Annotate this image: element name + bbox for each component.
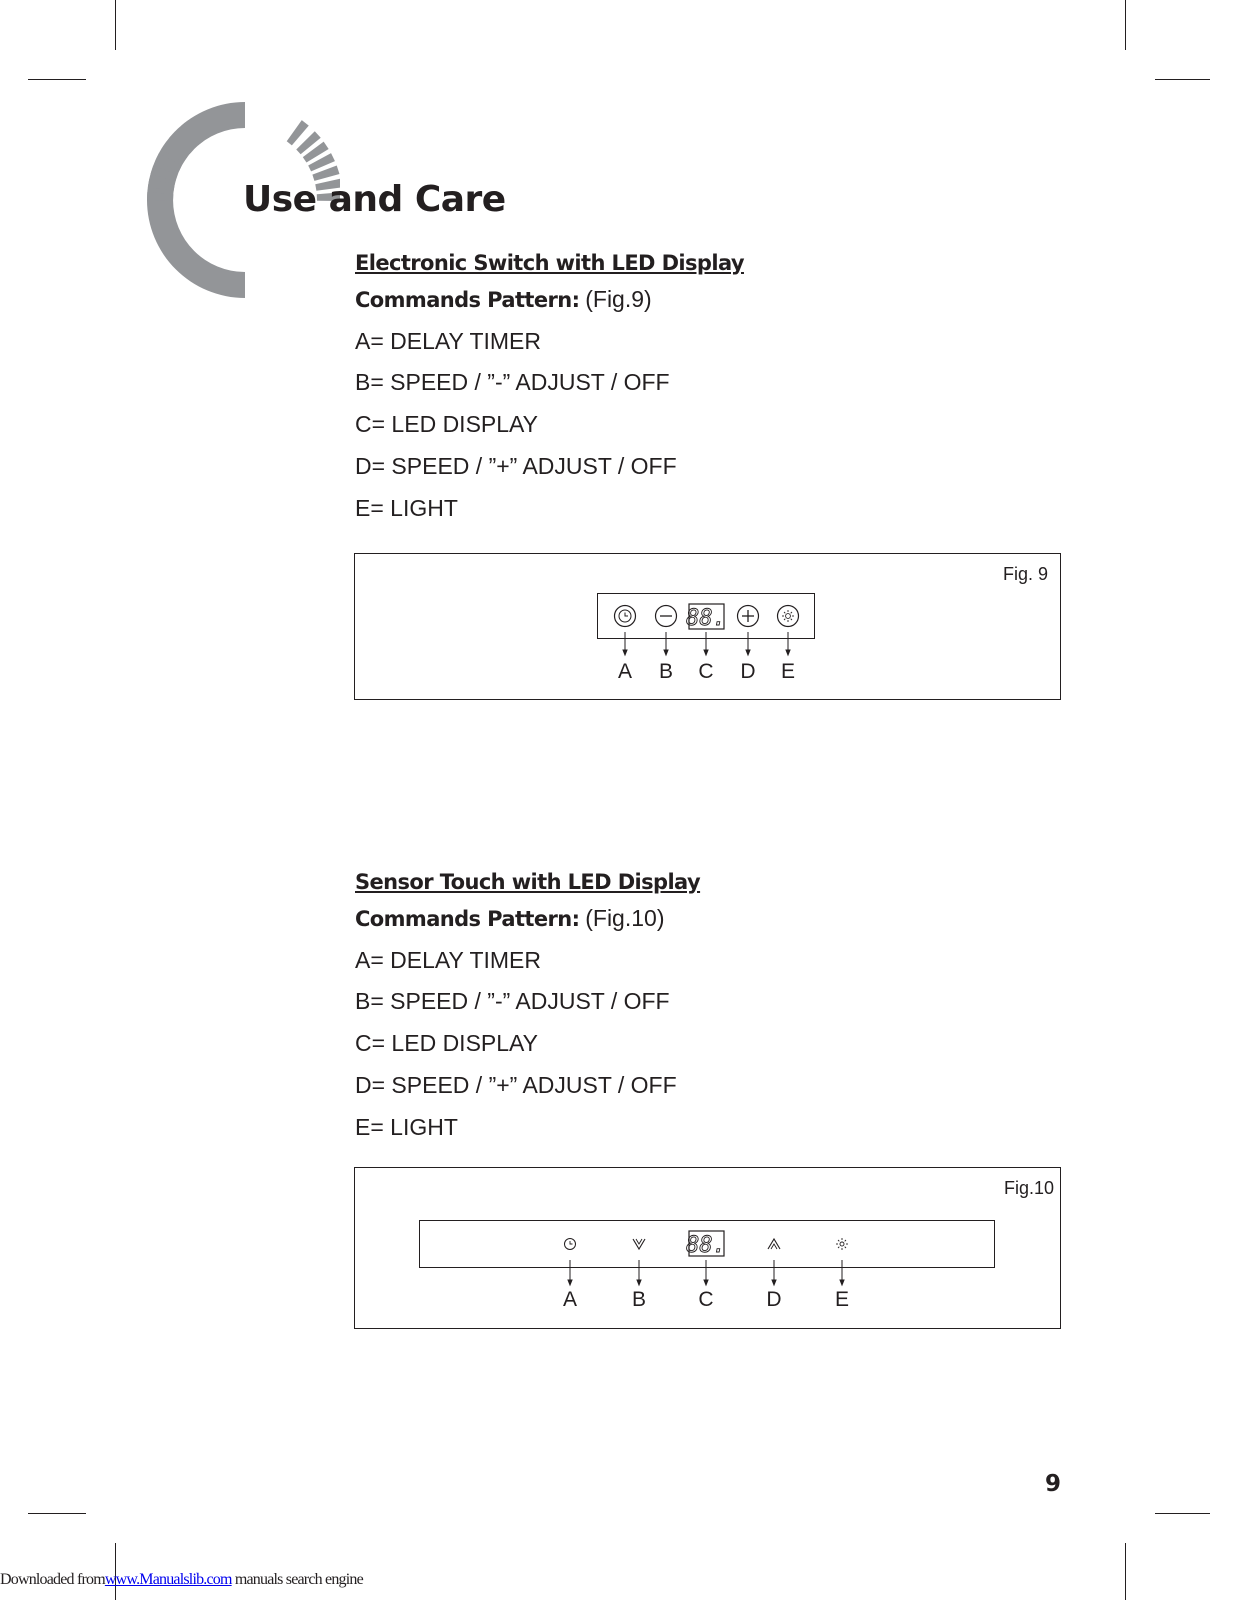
light-icon	[778, 606, 799, 627]
command-item-b: B= SPEED / ”-” ADJUST / OFF	[355, 988, 670, 1014]
figure-label: Fig. 9	[1002, 564, 1048, 584]
crop-mark	[1125, 1543, 1126, 1600]
crop-mark	[115, 0, 116, 50]
crop-mark	[1125, 0, 1126, 50]
command-item-d: D= SPEED / ”+” ADJUST / OFF	[355, 453, 677, 479]
led-display	[686, 604, 726, 631]
led-digits: 88.	[686, 1233, 726, 1258]
command-item-c: C= LED DISPLAY	[355, 1030, 539, 1056]
pointer-arrows	[623, 632, 790, 655]
page-number: 9	[1045, 1471, 1062, 1497]
command-item-c: C= LED DISPLAY	[355, 411, 539, 437]
commands-pattern-ref: (Fig.9)	[585, 286, 652, 312]
callout-letter-a: A	[617, 660, 632, 683]
command-item-b: B= SPEED / ”-” ADJUST / OFF	[355, 369, 670, 395]
callout-letter-d: D	[766, 1288, 782, 1311]
clock-icon	[615, 606, 636, 627]
section-title-electronic-switch: Electronic Switch with LED Display	[355, 251, 744, 275]
up-chevron-icon	[768, 1239, 780, 1249]
led-display	[686, 1231, 726, 1258]
download-footer	[0, 1571, 363, 1589]
command-item-a: A= DELAY TIMER	[355, 328, 541, 354]
light-icon	[836, 1238, 848, 1250]
section-title-sensor-touch: Sensor Touch with LED Display	[355, 870, 701, 894]
commands-pattern-ref: (Fig.10)	[585, 905, 665, 931]
crop-mark	[28, 79, 86, 80]
page-title: Use and Care	[243, 179, 506, 220]
plus-icon	[738, 606, 759, 627]
commands-pattern-line	[355, 285, 652, 315]
command-item-a: A= DELAY TIMER	[355, 947, 541, 973]
callout-letter-e: E	[780, 660, 795, 683]
commands-pattern-label: Commands Pattern:	[355, 288, 580, 312]
callout-letter-b: B	[658, 660, 673, 683]
down-chevron-icon	[633, 1239, 645, 1249]
crop-mark	[28, 1513, 86, 1514]
pointer-arrows	[568, 1260, 844, 1285]
callout-letter-d: D	[740, 660, 756, 683]
commands-pattern-line	[355, 904, 664, 934]
commands-pattern-label: Commands Pattern:	[355, 907, 580, 931]
clock-icon	[565, 1239, 576, 1250]
figure-10	[354, 1167, 1061, 1329]
led-digits: 88.	[686, 606, 726, 631]
command-item-e: E= LIGHT	[355, 495, 458, 521]
figure-label: Fig.10	[1003, 1178, 1054, 1198]
callout-letter-c: C	[698, 660, 714, 683]
callout-letter-c: C	[698, 1288, 714, 1311]
command-item-e: E= LIGHT	[355, 1114, 458, 1140]
callout-letter-a: A	[562, 1288, 577, 1311]
crop-mark	[1155, 1513, 1210, 1514]
footer-prefix: Downloaded from	[0, 1571, 105, 1588]
callout-letter-e: E	[834, 1288, 849, 1311]
minus-icon	[656, 606, 677, 627]
crop-mark	[1155, 79, 1210, 80]
figure-9	[354, 553, 1061, 700]
footer-suffix: manuals search engine	[231, 1571, 363, 1588]
command-item-d: D= SPEED / ”+” ADJUST / OFF	[355, 1072, 677, 1098]
manualslib-link[interactable]: www.Manualslib.com	[104, 1571, 232, 1588]
callout-letter-b: B	[631, 1288, 646, 1311]
